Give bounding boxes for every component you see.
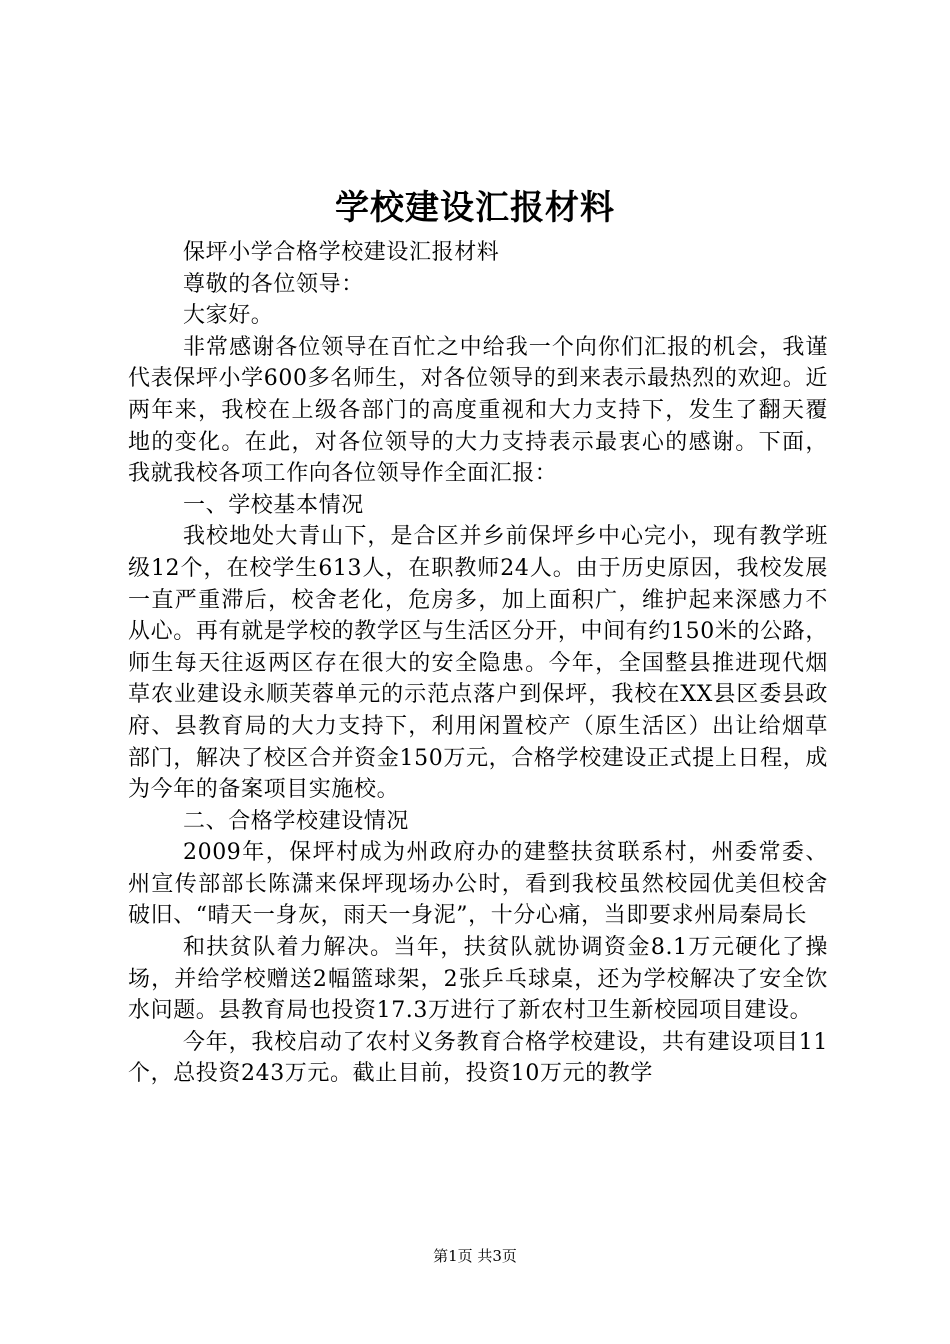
section-heading-1: 一、学校基本情况 [183, 492, 364, 518]
document-body [128, 237, 828, 1090]
section-heading-2: 二、合格学校建设情况 [183, 808, 410, 834]
page-number-footer: 第1页 共3页 [433, 1247, 517, 1265]
paragraph-intro: 非常感谢各位领导在百忙之中给我一个向你们汇报的机会，我谨代表保坪小学600多名师生，对各位领导的到来表示最热烈的欢迎。近两年来，我校在上级各部门的高度重视和大力支持下，发生了翻天覆地的变化。在此，对各位领导的大力支持表示最衷心的感谢。下面，我就我校各项工作向各位领导作全面汇报： [128, 334, 828, 487]
paragraph-salutation: 尊敬的各位领导： [183, 271, 364, 297]
paragraph-this-year: 今年，我校启动了农村义务教育合格学校建设，共有建设项目11个，总投资243万元。截止目前，投资10万元的教学 [128, 1029, 828, 1087]
paragraph-greeting: 大家好。 [183, 303, 274, 329]
document-title: 学校建设汇报材料 [335, 188, 615, 228]
paragraph-2009: 2009年，保坪村成为州政府办的建整扶贫联系村，州委常委、州宣传部部长陈潇来保坪现场办公时，看到我校虽然校园优美但校舍破旧、“晴天一身灰，雨天一身泥”，十分心痛，当即要求州局秦局长 [128, 840, 828, 929]
paragraph-subtitle: 保坪小学合格学校建设汇报材料 [183, 240, 500, 265]
paragraph-poverty-team: 和扶贫队着力解决。当年，扶贫队就协调资金8.1万元硬化了操场，并给学校赠送2幅篮球架，2张乒乓球桌，还为学校解决了安全饮水问题。县教育局也投资17.3万进行了新农村卫生新校园项目建设。 [128, 935, 828, 1024]
paragraph-basic-info: 我校地处大青山下，是合区并乡前保坪乡中心完小，现有教学班级12个，在校学生613人，在职教师24人。由于历史原因，我校发展一直严重滞后，校舍老化，危房多，加上面积广，维护起来深感力不从心。再有就是学校的教学区与生活区分开，中间有约150米的公路，师生每天往返两区存在很大的安全隐患。今年，全国整县推进现代烟草农业建设永顺芙蓉单元的示范点落户到保坪，我校在XX县区委县政府、县教育局的大力支持下，利用闲置校产（原生活区）出让给烟草部门，解决了校区合并资金150万元，合格学校建设正式提上日程，成为今年的备案项目实施校。 [128, 524, 828, 803]
